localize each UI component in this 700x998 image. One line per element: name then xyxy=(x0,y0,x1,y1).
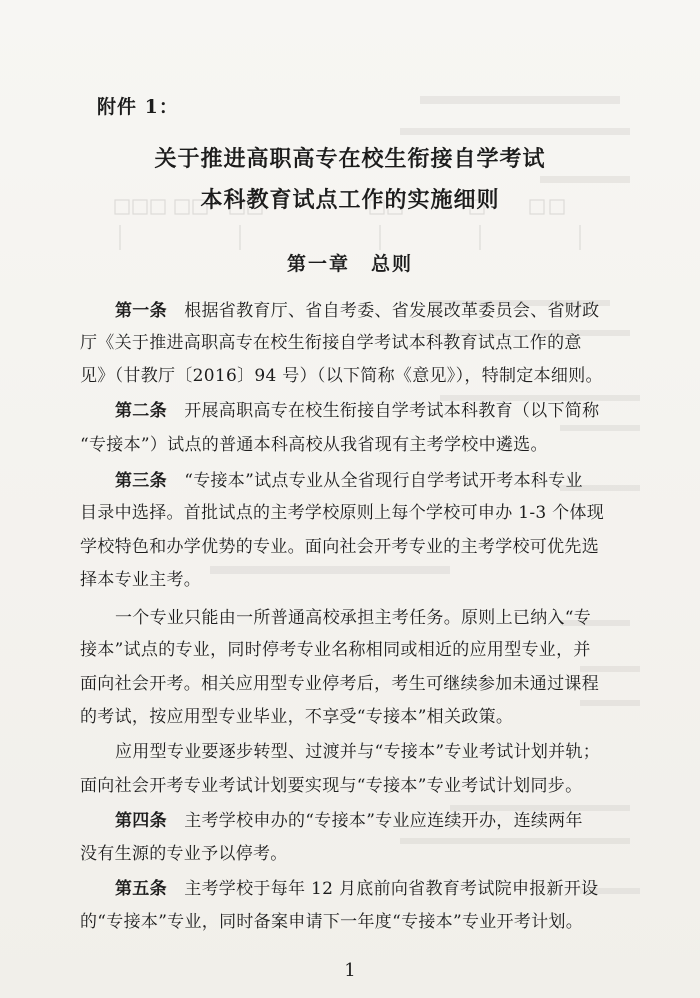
body-line xyxy=(80,839,620,864)
line-text: 没有生源的专业予以停考。 xyxy=(80,844,288,864)
line-text: 一个专业只能由一所普通高校承担主考任务。原则上已纳入“专 xyxy=(115,608,592,628)
body-line xyxy=(115,874,615,899)
body-line xyxy=(80,907,620,932)
line-text: 的“专接本”专业，同时备案申请下一年度“专接本”专业开考计划。 xyxy=(80,912,584,932)
body-line xyxy=(115,466,615,491)
line-text: 的考试，按应用型专业毕业，不享受“专接本”相关政策。 xyxy=(80,707,514,727)
document-title-line-1: 关于推进高职高专在校生衔接自学考试 xyxy=(154,146,546,172)
body-line xyxy=(115,296,615,321)
body-line xyxy=(115,396,615,421)
body-line xyxy=(80,498,620,523)
line-text: 面向社会开考。相关应用型专业停考后，考生可继续参加未通过课程 xyxy=(80,674,599,694)
line-text: 主考学校申办的“专接本”专业应连续开办，连续两年 xyxy=(166,811,583,831)
article-number: 第三条 xyxy=(115,471,167,491)
body-line xyxy=(80,702,620,727)
line-text: 面向社会开考专业考试计划要实现与“专接本”专业考试计划同步。 xyxy=(80,776,583,796)
line-text: 应用型专业要逐步转型、过渡并与“专接本”专业考试计划并轨； xyxy=(115,742,601,762)
body-line xyxy=(115,737,615,762)
line-text: 主考学校于每年 12 月底前向省教育考试院申报新开设 xyxy=(166,879,599,899)
line-text: 厅《关于推进高职高专在校生衔接自学考试本科教育试点工作的意 xyxy=(80,333,582,353)
body-line xyxy=(80,361,620,386)
article-number: 第二条 xyxy=(115,401,167,421)
body-line xyxy=(80,430,620,455)
line-text: 根据省教育厅、省自考委、省发展改革委员会、省财政 xyxy=(166,301,600,321)
line-text: 学校特色和办学优势的专业。面向社会开考专业的主考学校可优先选 xyxy=(80,537,599,557)
body-line xyxy=(80,565,620,590)
page-number: 1 xyxy=(344,960,356,981)
body-line xyxy=(115,603,615,628)
body-line xyxy=(80,635,620,660)
body-line xyxy=(80,328,620,353)
body-line xyxy=(80,669,620,694)
attachment-label: 附件 1： xyxy=(97,96,179,118)
body-line xyxy=(115,806,615,831)
line-text: 目录中选择。首批试点的主考学校原则上每个学校可申办 1-3 个体现 xyxy=(80,503,605,523)
chapter-heading: 第一章 总则 xyxy=(286,253,413,275)
line-text: 开展高职高专在校生衔接自学考试本科教育（以下简称 xyxy=(166,401,600,421)
line-text: 接本”试点的专业，同时停考专业名称相同或相近的应用型专业，并 xyxy=(80,640,591,660)
body-line xyxy=(80,771,620,796)
document-title-line-2: 本科教育试点工作的实施细则 xyxy=(200,187,500,213)
line-text: 择本专业主考。 xyxy=(80,570,202,590)
line-text: “专接本”）试点的普通本科高校从我省现有主考学校中遴选。 xyxy=(80,435,548,455)
body-line xyxy=(80,532,620,557)
article-number: 第五条 xyxy=(115,879,167,899)
article-number: 第一条 xyxy=(115,301,167,321)
line-text: 见》（甘教厅〔2016〕94 号）（以下简称《意见》），特制定本细则。 xyxy=(80,366,603,386)
line-text: “专接本”试点专业从全省现行自学考试开考本科专业 xyxy=(166,471,583,491)
article-number: 第四条 xyxy=(115,811,167,831)
